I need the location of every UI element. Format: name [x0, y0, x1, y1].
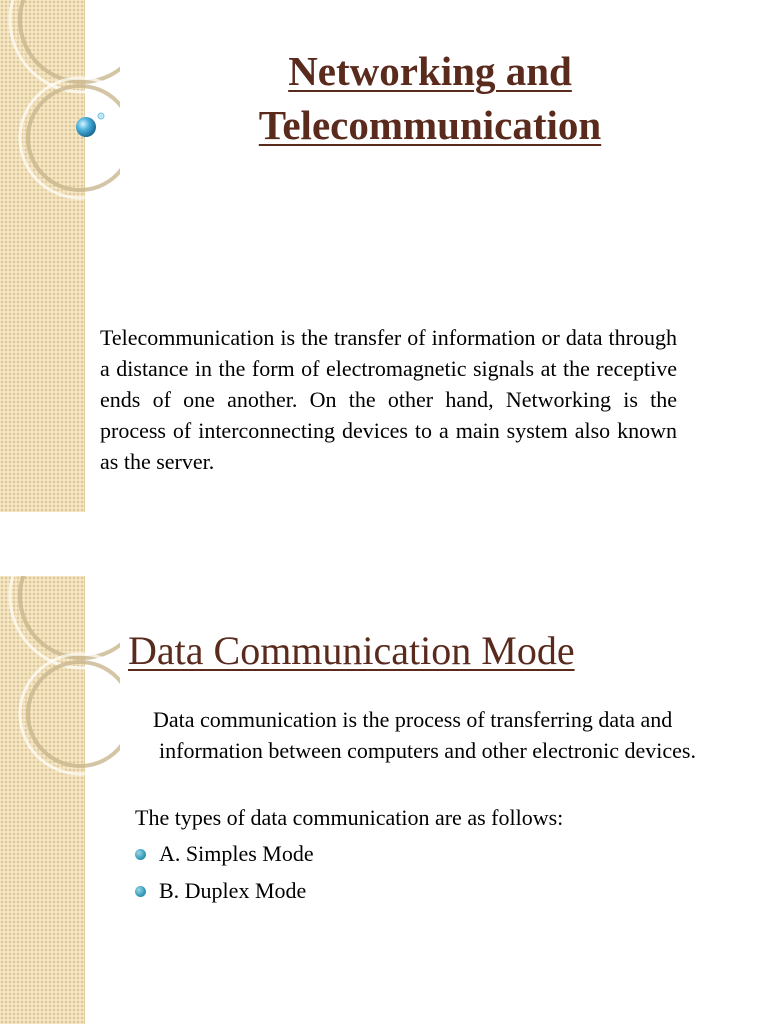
list-item-label: B. Duplex Mode [159, 878, 307, 903]
data-communication-paragraph: Data communication is the process of transferring data and information between computers and other electronic devices. [153, 707, 696, 763]
decorative-sidebar [0, 0, 85, 512]
bullet-icon [135, 849, 146, 860]
bullet-icon [135, 886, 146, 897]
telecom-paragraph: Telecommunication is the transfer of information or data through a distance in the form of electromagnetic signals at the receptive ends of one another. On the other hand, Networking is the process of interconnecting devices to a main system also known as the server. [100, 325, 677, 474]
types-intro: The types of data communication are as follows: [135, 805, 564, 830]
section-heading: Data Communication Mode [128, 628, 575, 673]
decorative-rings-icon-2 [0, 576, 120, 1024]
blue-orb-icon [0, 0, 110, 160]
page-title: Networking and Telecommunication [258, 48, 602, 148]
slide-gap [0, 512, 768, 576]
list-item-label: A. Simples Mode [159, 841, 314, 866]
decorative-sidebar-2 [0, 576, 85, 1024]
